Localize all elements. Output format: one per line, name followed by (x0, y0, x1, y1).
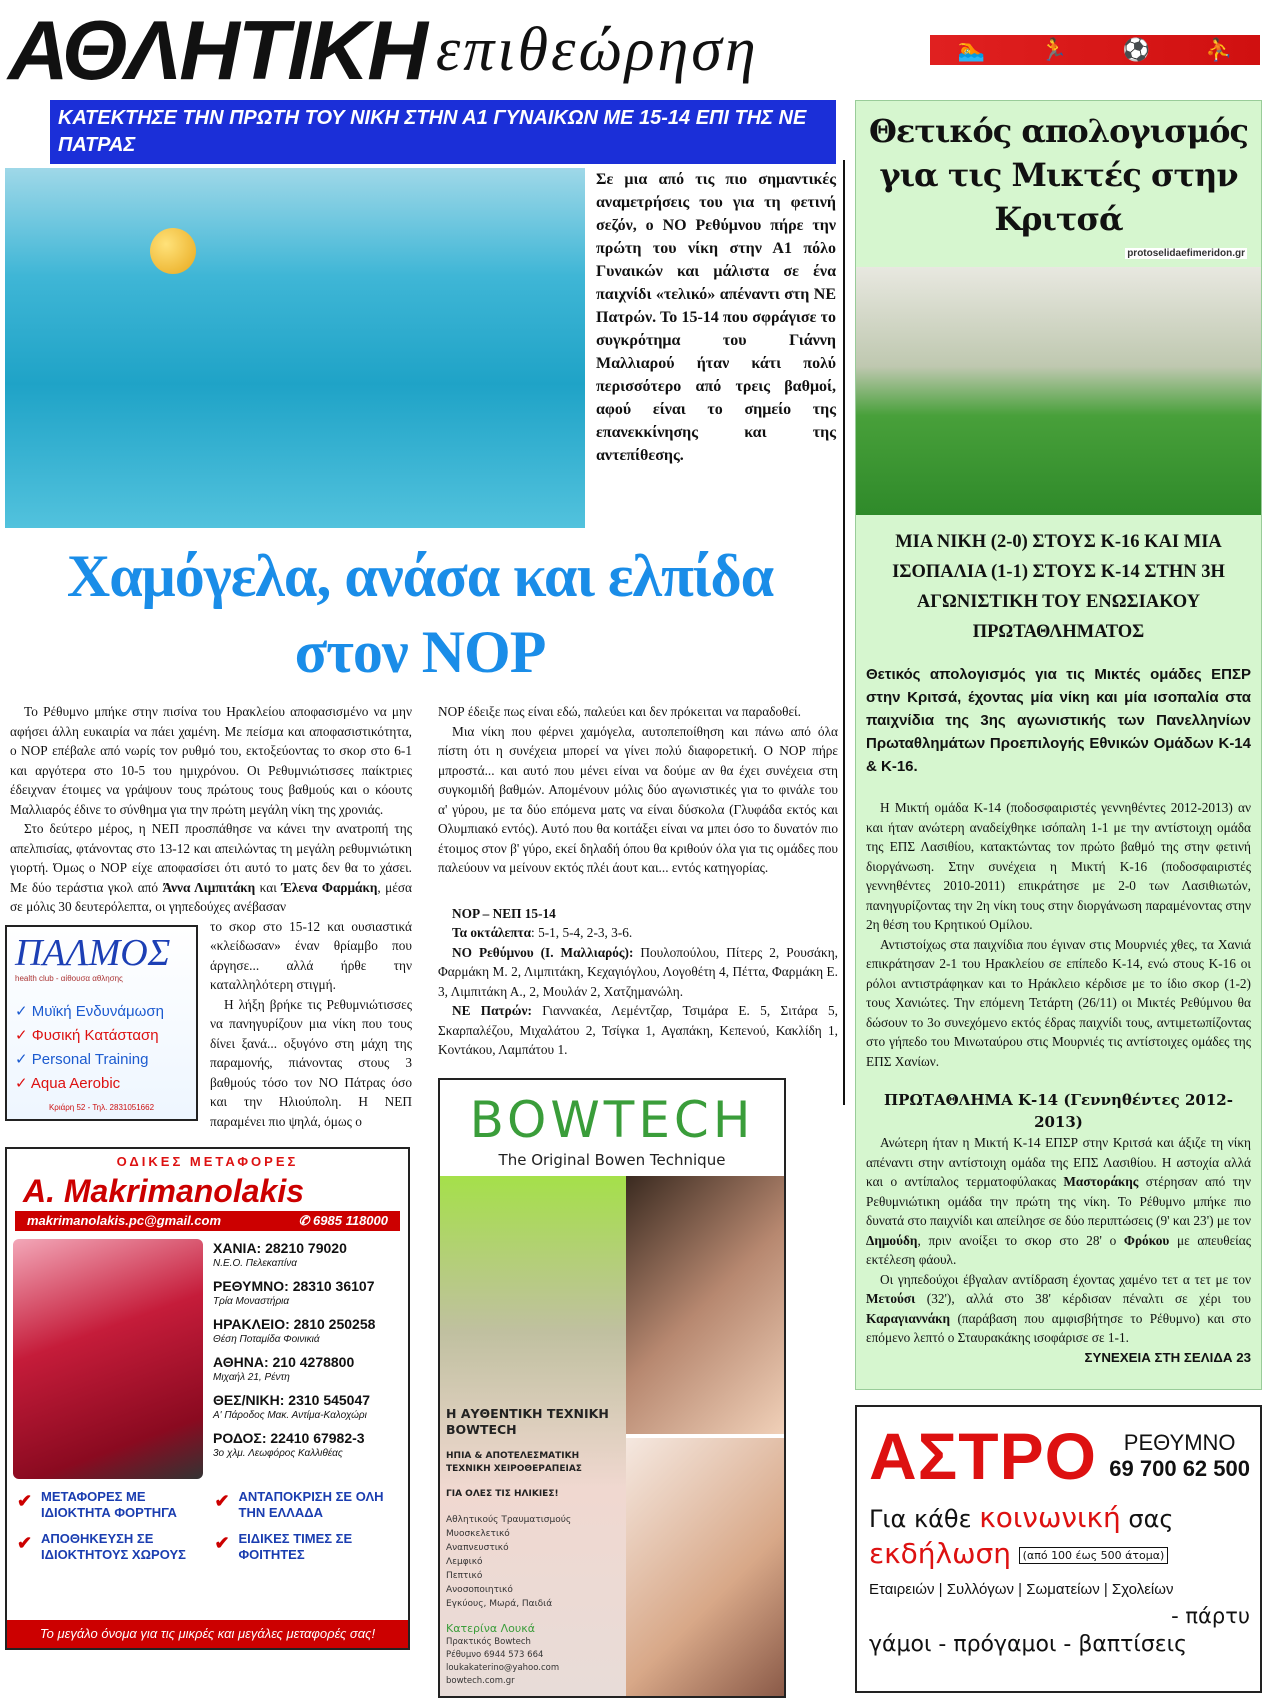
article-columns (0, 702, 843, 1698)
astro-line: Εταιρειών | Συλλόγων | Σωματείων | Σχολείων (869, 1581, 1174, 1598)
astro-phone: 69 700 62 500 (1109, 1456, 1250, 1481)
office-address: Α' Πάροδος Μακ. Αντίμα-Καλοχώρι (213, 1410, 367, 1421)
text: Στο δεύτερο μέρος, η ΝΕΠ προσπάθησε να κάνει την ανατροπή της απελπισίας, φτάνοντας στο 13-12 και απειλώντας τη μεγάλη ρεθυμνιώτικη γιορτή. Όμως ο ΝΟΡ είχε αποφασίσει ότι αυτό το ματς δεν θα το χάσει. Με δύο τεράστια γκολ από (10, 821, 412, 895)
feature: ✔ ΕΙΔΙΚΕΣ ΤΙΜΕΣ ΣΕ ΦΟΙΤΗΤΕΣ (215, 1531, 401, 1563)
palmos-item: ✓ Aqua Aerobic (15, 1074, 121, 1092)
watermark-text: protoselidaefimeridon.gr (1127, 248, 1245, 259)
office-address: 3ο χλμ. Λεωφόρος Καλλιθέας (213, 1448, 343, 1459)
ad-slogan: Το μεγάλο όνομα για τις μικρές και μεγάλες μεταφορές σας! (7, 1620, 408, 1648)
list-item: Μυοσκελετικό (446, 1528, 510, 1539)
office-phone: ΑΘΗΝΑ: 210 4278800 (213, 1354, 355, 1370)
list-item: Πεπτικό (446, 1570, 483, 1581)
water-polo-ball (150, 228, 196, 274)
list-item: Λεμφικό (446, 1556, 483, 1567)
text: 6985 118000 (313, 1213, 388, 1228)
text: Οι γηπεδούχοι έβγαλαν αντίδραση έχοντας χαμένο τετ α τετ με τον (880, 1271, 1251, 1287)
capacity: (από 100 έως 500 άτομα) (1019, 1547, 1169, 1564)
paragraph (866, 1270, 1251, 1348)
palmos-item: ✓ Personal Training (15, 1050, 149, 1068)
text: Φυσική Κατάσταση (31, 1026, 159, 1044)
masthead-subtitle: επιθεώρηση (435, 16, 759, 84)
player-name: Άννα Λιμπιτάκη (162, 879, 256, 895)
label: ΝΕ Πατρών: (452, 1003, 532, 1018)
water-polo-photo (5, 168, 585, 528)
paragraph (10, 819, 412, 917)
text: με απευθείας εκτέλεση φάουλ. (866, 1232, 1251, 1267)
text: στέρησαν από την Ρεθυμνιώτικη ομάδα την πρώτη της νίκη. Το Ρέθυμνο μπήκε πιο δυνατά στο παιχνίδι και απείλησε σε δύο περιπτώσεις (9' και 23') με τον (866, 1174, 1251, 1228)
article-headline (0, 538, 840, 690)
football-photo (856, 267, 1261, 515)
list-item: Αναπνευστικό (446, 1542, 509, 1553)
palmos-ad (5, 925, 198, 1121)
paragraph: το σκορ στο 15-12 και ουσιαστικά «κλείδωσαν» έναν θρίαμβο που άργησε... αλλά ήρθε την καταλληλότερη στιγμή. (210, 918, 412, 992)
list-item: Αθλητικούς Τραυματισμούς (446, 1514, 572, 1525)
text: (παράβαση που αμφισβήτησε το Ρέθυμνο) και στο επόμενο λεπτό ο Σταυρακάκης ισοφάρισε σε 1-1. (866, 1310, 1251, 1345)
text: , πριν ανοίξει το σκορ στο 28' ο (917, 1232, 1124, 1248)
label: Τα οκτάλεπτα (452, 925, 532, 940)
office-phone: ΘΕΣ/ΝΙΚΗ: 2310 545047 (213, 1392, 371, 1408)
palmos-tagline: health club - αίθουσα αθλησης (15, 973, 123, 983)
office-phone: ΡΕΘΥΜΝΟ: 28310 36107 (213, 1278, 375, 1294)
list-item: Ανοσοποιητικό (446, 1584, 513, 1595)
runner-icon: 🏃 (1040, 37, 1068, 62)
column-divider (843, 160, 845, 1105)
contact-phone: Ρέθυμνο 6944 573 664 (446, 1649, 544, 1660)
bowtech-subtitle: The Original Bowen Technique (498, 1150, 726, 1169)
paragraph (866, 1133, 1251, 1270)
value: : 5-1, 5-4, 2-3, 3-6. (531, 925, 633, 940)
office (213, 1239, 403, 1271)
ad-brand: A. Makrimanolakis (23, 1173, 304, 1209)
office (213, 1391, 403, 1423)
text: και (255, 879, 282, 895)
right-area (855, 100, 1262, 1693)
email: makrimanolakis.pc@gmail.com (27, 1213, 222, 1228)
astro-line (869, 1501, 1250, 1536)
text: Personal Training (31, 1050, 149, 1068)
palmos-item: ✓ Φυσική Κατάσταση (15, 1026, 159, 1044)
feature-list (17, 1489, 400, 1563)
office (213, 1353, 403, 1385)
player-name: Φρόκου (1123, 1232, 1170, 1248)
side-article-headline: ΜΙΑ ΝΙΚΗ (2-0) ΣΤΟΥΣ Κ-16 ΚΑΙ ΜΙΑ ΙΣΟΠΑΛΙΑ (1-1) ΣΤΟΥΣ Κ-14 ΣΤΗΝ 3Η ΑΓΩΝΙΣΤΙΚΗ ΤΟΥ ΕΝΩΣΙΑΚΟΥ ΠΡΩΤΑΘΛΗΜΑΤΟΣ (892, 532, 1225, 642)
office-phone: ΧΑΝΙΑ: 28210 79020 (213, 1240, 347, 1256)
bowtech-text-panel (440, 1176, 626, 1696)
masthead (8, 0, 1260, 100)
office-list (213, 1239, 403, 1479)
text: , μέσα σε μόλις 30 δευτερόλεπτα, οι γηπεδούχες ανέβασαν (10, 879, 413, 914)
office (213, 1277, 403, 1309)
text: εκδήλωση (869, 1537, 1012, 1570)
article-kicker: ΚΑΤΕΚΤΗΣΕ ΤΗΝ ΠΡΩΤΗ ΤΟΥ ΝΙΚΗ ΣΤΗΝ Α1 ΓΥΝΑΙΚΩΝ ΜΕ 15-14 ΕΠΙ ΤΗΣ ΝΕ ΠΑΤΡΑΣ (50, 100, 836, 164)
side-subheading: ΠΡΩΤΑΘΛΗΜΑ Κ-14 (Γεννηθέντες 2012-2013) (884, 1091, 1233, 1131)
palmos-logo: ΠΑΛΜΟΣ (15, 931, 171, 974)
list-item: Εγκύους, Μωρά, Παιδιά (446, 1598, 553, 1609)
feature: ✔ ΑΠΟΘΗΚΕΥΣΗ ΣΕ ΙΔΙΟΚΤΗΤΟΥΣ ΧΩΡΟΥΣ (17, 1531, 203, 1563)
side-article-body (866, 798, 1251, 1367)
right-column (438, 702, 838, 1698)
value: Γιαννακέα, Λεμέντζαρ, Τσιμάρα Ε. 5, Σιτάρα 5, Σκαρπαλέζου, Μιχαλάτου 2, Τσίγκα 1, Αγαπάκη, Κεπενού, Κακλίδη 1, Κοντάκου, Λαμπάτου 1. (438, 1003, 838, 1057)
paragraph: Η Μικτή ομάδα Κ-14 (ποδοσφαιριστές γεννηθέντες 2012-2013) αν και ήταν ανώτερη αναδείχθηκε ισόπαλη 1-1 με την αντίστοιχη ομάδα της ΕΠΣ Λασιθίου, κατακτώντας τον πρώτο βαθμό της στην φετινή διοργάνωση. Στην συνέχεια η Μικτή Κ-16 (ποδοσφαιριστές γεννηθέντες 2010-2011) επικράτησε με 2-0 των Λασιθιωτών, πανηγυρίζοντας την 2η νίκη τους στην διοργάνωση παραμένοντας στην 2η θέση του Κρητικού Ομίλου. (866, 800, 1251, 932)
side-article-title: Θετικός απολογισμός για τις Μικτές στην Κριτσά (869, 112, 1248, 238)
bowtech-heading: Η ΑΥΘΕΝΤΙΚΗ ΤΕΧΝΙΚΗ BOWTECH (446, 1405, 609, 1437)
astro-top (869, 1411, 1250, 1501)
headline-line-2: στον ΝΟΡ (294, 619, 546, 685)
ad-middle (7, 1239, 408, 1479)
office-address: Ν.Ε.Ο. Πελεκαπίνα (213, 1258, 297, 1269)
contact-website: bowtech.com.gr (446, 1675, 515, 1686)
astro-city: ΡΕΘΥΜΝΟ (1123, 1430, 1236, 1455)
office (213, 1429, 403, 1461)
player-name: Δημούδη (866, 1232, 918, 1248)
value: Πουλοπούλου, Πίτερς 2, Ρουσάκη, Φαρμάκη Μ. 2, Λιμπιτάκη, Κεχαγιόγλου, Λογοθέτη 4, Πέττα, Φαρμάκη Ε. 3, Λιμπιτάκη Α., 2, Μουλάν 2, Χατζημανώλη. (438, 944, 838, 999)
ad-contact-bar (15, 1211, 400, 1231)
swimmer-icon: 🏊 (957, 37, 985, 62)
label: ΝΟ Ρεθύμνου (Ι. Μαλλιαρός): (452, 944, 634, 960)
astro-logo: ΑΣΤΡΟ (869, 1419, 1097, 1493)
player-name: Μαστοράκης (1063, 1174, 1139, 1189)
bowtech-contact (446, 1621, 622, 1688)
office (213, 1315, 403, 1347)
bowtech-body (440, 1176, 784, 1696)
bowtech-photos (626, 1176, 784, 1696)
bowtech-ages: ΓΙΑ ΟΛΕΣ ΤΙΣ ΗΛΙΚΙΕΣ! (446, 1488, 559, 1499)
main-article-area (0, 100, 843, 1698)
office-address: Τρία Μοναστήρια (213, 1296, 290, 1307)
truck-image (13, 1239, 203, 1479)
text: Aqua Aerobic (30, 1074, 121, 1092)
astro-line: - πάρτυ (1171, 1604, 1250, 1628)
text: κοινωνική (979, 1501, 1121, 1534)
continued-on-page: ΣΥΝΕΧΕΙΑ ΣΤΗ ΣΕΛΙΔΑ 23 (1084, 1349, 1251, 1365)
box-score-home (438, 943, 838, 1002)
feature: ✔ ΜΕΤΑΦΟΡΕΣ ΜΕ ΙΔΙΟΚΤΗΤΑ ΦΟΡΤΗΓΑ (17, 1489, 203, 1521)
office-address: Θέση Ποταμίδα Φοινικιά (213, 1334, 320, 1345)
bowtech-ad (438, 1078, 786, 1698)
contact-email: loukakaterino@yahoo.com (446, 1662, 560, 1673)
office-phone: ΗΡΑΚΛΕΙΟ: 2810 250258 (213, 1316, 376, 1332)
side-article (855, 100, 1262, 1390)
palmos-address: Κριάρη 52 - Τηλ. 2831051662 (48, 1102, 155, 1112)
paragraph: Αντιστοίχως στα παιχνίδια που έγιναν στις Μουρνιές χθες, τα Χανιά επικράτησαν 2-1 του Ηρακλείου σε επίπεδο Κ-14, ενώ στους Κ-16 οι ρόλοι αντιστράφηκαν και το Ηράκλειο κέρδισε με το ίδιο σκορ (1-2) τους Χανιώτες. Την επόμενη Τετάρτη (26/11) οι Μικτές Ρεθύμνου θα δώσουν το 3ο συνεχόμενο εκτός έδρας παιχνίδι τους, αντιμετωπίζοντας στο γήπεδο του Μινωταύρου στις Μουρνιές τις αντίστοιχες ομάδες της ΕΠΣ Χανίων. (866, 936, 1251, 1069)
astro-line: γάμοι - πρόγαμοι - βαπτίσεις (869, 1632, 1188, 1657)
paragraph: Το Ρέθυμνο μπήκε στην πισίνα του Ηρακλείου αποφασισμένο να μην αφήσει άλλη ευκαιρία να πάει χαμένη. Με πείσμα και αποφασιστικότητα, ο ΝΟΡ επέβαλε από νωρίς τον ρυθμό του, εκτοξεύοντας το σκορ στο 6-1 και αργότερα στο 10-5 του ημιχρόνου. Οι Ρεθυμνιώτισσες παίκτριες έδειχναν έτοιμες να γράψουν τους πρώτους τους βαθμούς και ο κόουτς Μαλλιαρός έδινε το σύνθημα για την πρώτη μεγάλη νίκη της χρονιάς. (10, 704, 412, 817)
article-top (0, 168, 843, 528)
text: (32'), αλλά στο 38' κέρδισαν πέναλτι σε χέρι του (915, 1291, 1251, 1306)
football-icon: ⚽ (1122, 37, 1150, 62)
astro-contact (1109, 1430, 1250, 1482)
basketball-icon: ⛹ (1205, 37, 1233, 62)
text: Ανώτερη ήταν η Μικτή Κ-14 ΕΠΣΡ στην Κριτσά και άξιζε τη νίκη απέναντι στην αντίστοιχη ομάδα της ΕΠΣ Λασιθίου. Η αστοχία αλλά και ο αντίπαλος τερματοφύλακας (866, 1135, 1251, 1189)
text: Για κάθε (869, 1505, 980, 1533)
astro-ad (855, 1405, 1262, 1693)
box-score-periods (438, 923, 838, 943)
bowtech-logo: BOWTECH (469, 1090, 755, 1149)
makrimanolakis-ad (5, 1147, 410, 1650)
box-score-away (438, 1001, 838, 1060)
contact-name: Κατερίνα Λουκά (446, 1621, 535, 1635)
article-column-1 (5, 702, 412, 1131)
paragraph: Μια νίκη που φέρνει χαμόγελα, αυτοπεποίθηση και πάνω από όλα πίστη ότι η συνέχεια μπορεί να γίνει πολύ διαφορετική. Ο ΝΟΡ πήρε μπροστά... και αυτό που μένει είναι να δούμε αν θα έχει συνέχεια στη συγκομιδή βαθμών. Απομένουν μόλις δύο αγωνιστικές για το φινάλε του α' γύρου, με τα δύο επόμενα ματς να είναι δύσκολα (Γλυφάδα εκτός και Ολυμπιακό εντός). Αυτό που θα κοιτάξει είναι να μπει όσο το δυνατόν πιο έτοιμος στον β' γύρο, εκεί δηλαδή όπου θα κριθούν όλα για τις ομάδες που παλεύουν να μείνουν εκτός πλέι άουτ και... εντός κατηγορίας. (438, 723, 838, 875)
bowtech-subheading: ΗΠΙΑ & ΑΠΟΤΕΛΕΣΜΑΤΙΚΗ ΤΕΧΝΙΚΗ ΧΕΙΡΟΘΕΡΑΠΕΙΑΣ (446, 1450, 582, 1474)
side-article-lead: Θετικός απολογισμός για τις Μικτές ομάδες ΕΠΣΡ στην Κριτσά, έχοντας μία νίκη και μία ισοπαλία στα παιχνίδια της 3ης αγωνιστικής των Πανελληνίων Πρωταθλημάτων Προεπιλογής Εθνικών Ομάδων Κ-14 & Κ-16. (866, 666, 1251, 775)
office-address: Μιχαήλ 21, Ρέντη (213, 1372, 290, 1383)
text: σας (1120, 1505, 1174, 1533)
watermark (856, 243, 1261, 261)
masthead-title: ΑΘΛΗΤΙΚΗ (8, 3, 426, 97)
box-score-title: ΝΟΡ – ΝΕΠ 15-14 (452, 905, 556, 921)
paragraph: Η λήξη βρήκε τις Ρεθυμνιώτισσες να πανηγυρίζουν μια νίκη που τους δίνει ξανά... οξυγόνο στη μάχη της παραμονής, πιάνοντας στους 3 βαθμούς τόσο τον ΝΟ Πάτρας όσο και την Ηλιούπολη. Η ΝΕΠ παραμένει πιο ψηλά, όμως ο (210, 996, 412, 1129)
astro-line (869, 1536, 1250, 1574)
text: Μυϊκή Ενδυνάμωση (31, 1002, 164, 1020)
palmos-item: ✓ Μυϊκή Ενδυνάμωση (15, 1002, 164, 1020)
ad-header: ΟΔΙΚΕΣ ΜΕΤΑΦΟΡΕΣ (116, 1154, 299, 1169)
phone: ✆ 6985 118000 (298, 1213, 388, 1228)
player-name: Καραγιαννάκη (866, 1310, 951, 1326)
headline-line-1: Χαμόγελα, ανάσα και ελπίδα (66, 543, 774, 609)
paragraph: ΝΟΡ έδειξε πως είναι εδώ, παλεύει και δεν πρόκειται να παραδοθεί. (438, 704, 801, 719)
massage-photo (626, 1438, 784, 1696)
article-column-2 (438, 702, 838, 1060)
masthead-sports-figures-strip (930, 35, 1260, 65)
player-name: Μετούσι (866, 1291, 916, 1306)
article-intro: Σε μια από τις πιο σημαντικές αναμετρήσεις του για τη φετινή σεζόν, ο ΝΟ Ρεθύμνου πήρε την πρώτη του νίκη στην Α1 πόλο Γυναικών και μάλιστα σε ένα παιχνίδι «τελικό» απέναντι στη ΝΕ Πατρών. Το 15-14 που σφράγισε το συγκρότημα του Γιάννη Μαλλιαρού ήταν κάτι πολύ περισσότερο από τρεις βαθμοί, αφού είναι το σημείο της επανεκκίνησης και της αντεπίθεσης. (596, 171, 836, 464)
contact-role: Πρακτικός Bowtech (446, 1636, 531, 1647)
office-phone: ΡΟΔΟΣ: 22410 67982-3 (213, 1430, 365, 1446)
feature: ✔ ΑΝΤΑΠΟΚΡΙΣΗ ΣΕ ΟΛΗ ΤΗΝ ΕΛΛΑΔΑ (215, 1489, 401, 1521)
massage-photo (626, 1176, 784, 1434)
left-column (5, 702, 412, 1698)
player-name: Έλενα Φαρμάκη (281, 879, 378, 895)
